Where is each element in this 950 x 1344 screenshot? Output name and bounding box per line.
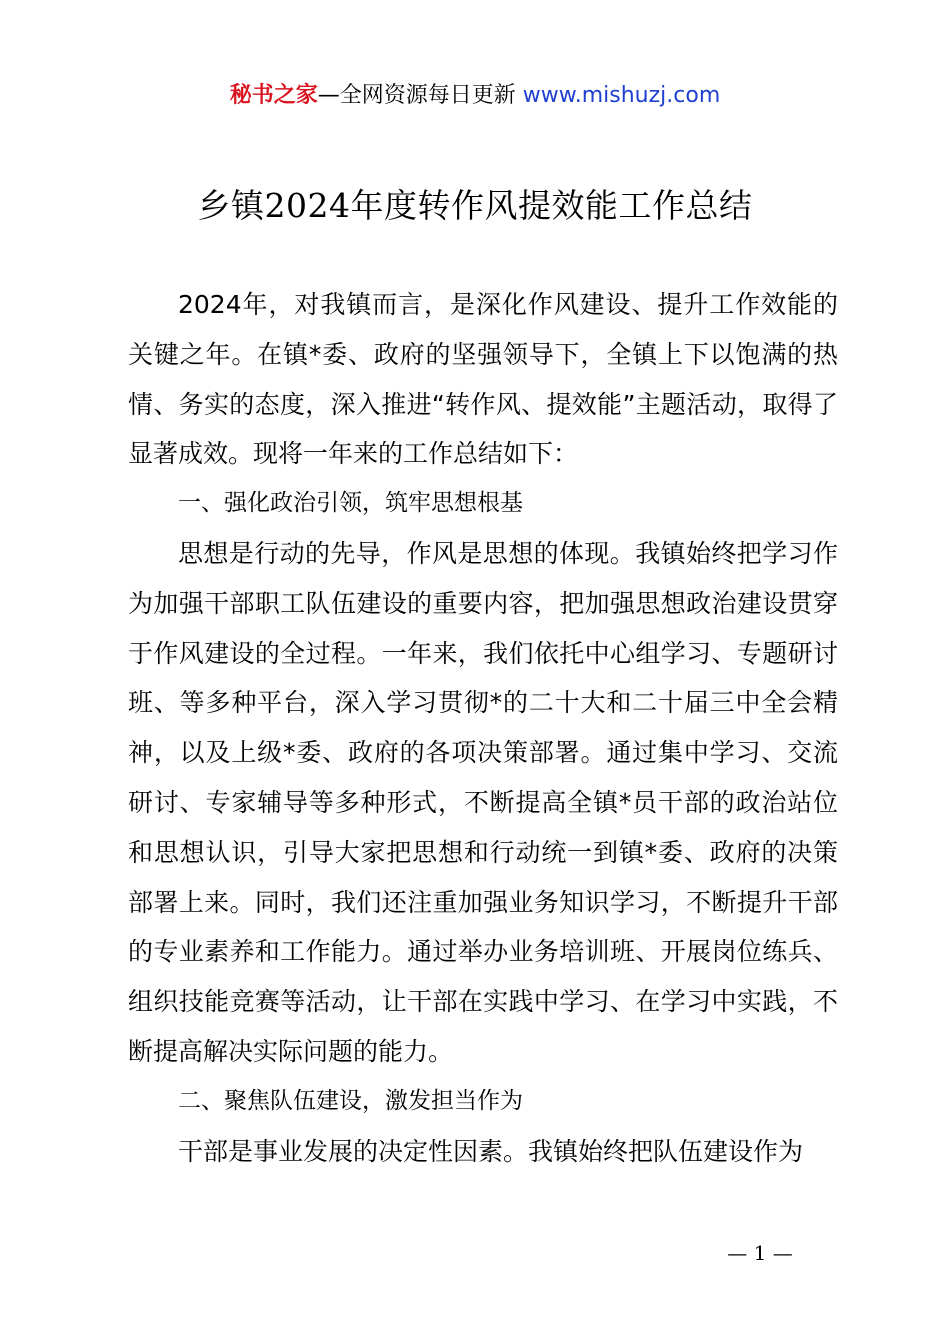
title-year: 2024 — [264, 186, 351, 225]
title-suffix: 年度转作风提效能工作总结 — [350, 186, 753, 225]
page-number: — 1 — — [727, 1241, 793, 1265]
paragraph-intro: 2024年，对我镇而言，是深化作风建设、提升工作效能的关键之年。在镇*委、政府的坚强领导下，全镇上下以饱满的热情、务实的态度，深入推进“转作风、提效能”主题活动，取得了显著成效。现将一年来的工作总结如下： — [128, 290, 838, 469]
site-header — [0, 80, 950, 112]
document-title — [0, 183, 950, 229]
document-body — [128, 280, 838, 1176]
brand-name: 秘书之家 — [229, 83, 318, 108]
site-url-link[interactable]: www.mishuzj.com — [522, 83, 721, 108]
paragraph-section-2: 干部是事业发展的决定性因素。我镇始终把队伍建设作为 — [178, 1136, 804, 1166]
section-heading-1: 一、强化政治引领，筑牢思想根基 — [178, 490, 523, 517]
title-prefix: 乡镇 — [197, 186, 265, 225]
paragraph-section-1: 思想是行动的先导，作风是思想的体现。我镇始终把学习作为加强干部职工队伍建设的重要内容，把加强思想政治建设贯穿于作风建设的全过程。一年来，我们依托中心组学习、专题研讨班、等多种平台，深入学习贯彻*的二十大和二十届三中全会精神，以及上级*委、政府的各项决策部署。通过集中学习、交流研讨、专家辅导等多种形式，不断提高全镇*员干部的政治站位和思想认识，引导大家把思想和行动统一到镇*委、政府的决策部署上来。同时，我们还注重加强业务知识学习，不断提升干部的专业素养和工作能力。通过举办业务培训班、开展岗位练兵、组织技能竞赛等活动，让干部在实践中学习、在学习中实践，不断提高解决实际问题的能力。 — [128, 538, 838, 1066]
section-heading-2: 二、聚焦队伍建设，激发担当作为 — [178, 1087, 523, 1114]
header-tagline: —全网资源每日更新 — [317, 83, 516, 108]
